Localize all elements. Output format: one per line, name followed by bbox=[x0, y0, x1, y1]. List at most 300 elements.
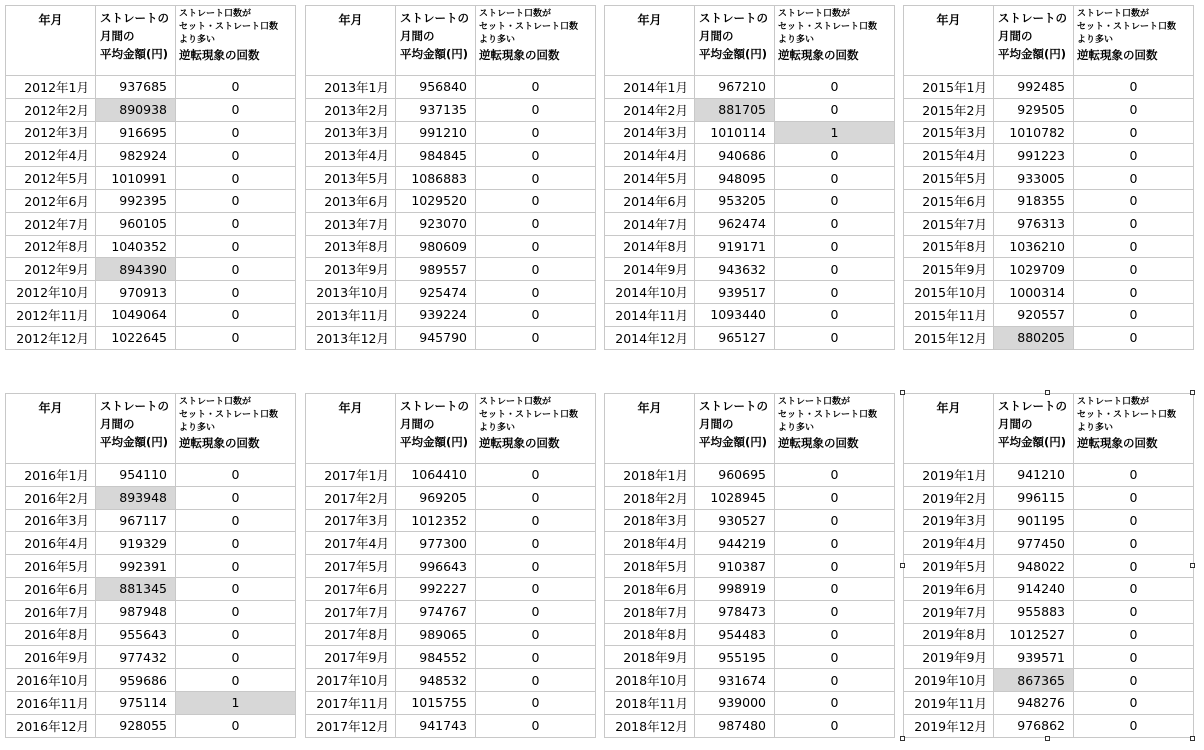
avg-amount-cell[interactable]: 945790 bbox=[396, 326, 476, 349]
avg-amount-cell[interactable]: 980609 bbox=[396, 235, 476, 258]
month-cell[interactable]: 2018年11月 bbox=[605, 691, 695, 714]
month-cell[interactable]: 2019年7月 bbox=[904, 600, 994, 623]
reversal-count-cell[interactable]: 0 bbox=[1074, 623, 1194, 646]
reversal-count-cell[interactable]: 0 bbox=[476, 464, 596, 487]
avg-amount-cell[interactable]: 1012527 bbox=[994, 623, 1074, 646]
month-cell[interactable]: 2016年8月 bbox=[6, 623, 96, 646]
month-cell[interactable]: 2013年3月 bbox=[306, 121, 396, 144]
month-cell[interactable]: 2019年6月 bbox=[904, 577, 994, 600]
avg-amount-cell[interactable]: 1012352 bbox=[396, 509, 476, 532]
month-cell[interactable]: 2016年9月 bbox=[6, 646, 96, 669]
reversal-count-cell[interactable]: 0 bbox=[476, 691, 596, 714]
month-cell[interactable]: 2018年7月 bbox=[605, 600, 695, 623]
reversal-count-cell[interactable]: 0 bbox=[775, 714, 895, 737]
avg-amount-cell[interactable]: 944219 bbox=[695, 532, 775, 555]
reversal-count-cell[interactable]: 0 bbox=[775, 509, 895, 532]
month-cell[interactable]: 2013年7月 bbox=[306, 212, 396, 235]
header-reversal-count[interactable] bbox=[476, 394, 596, 464]
reversal-count-cell[interactable]: 0 bbox=[775, 691, 895, 714]
avg-amount-cell[interactable]: 937135 bbox=[396, 98, 476, 121]
reversal-count-cell[interactable]: 0 bbox=[775, 600, 895, 623]
month-cell[interactable]: 2016年7月 bbox=[6, 600, 96, 623]
avg-amount-cell[interactable]: 956840 bbox=[396, 76, 476, 99]
reversal-count-cell[interactable]: 0 bbox=[476, 669, 596, 692]
reversal-count-cell[interactable]: 0 bbox=[775, 646, 895, 669]
reversal-count-cell[interactable]: 0 bbox=[1074, 76, 1194, 99]
avg-amount-cell[interactable]: 931674 bbox=[695, 669, 775, 692]
header-reversal-count[interactable] bbox=[775, 6, 895, 76]
month-cell[interactable]: 2015年7月 bbox=[904, 212, 994, 235]
avg-amount-cell[interactable]: 919329 bbox=[96, 532, 176, 555]
avg-amount-cell[interactable]: 914240 bbox=[994, 577, 1074, 600]
avg-amount-cell[interactable]: 867365 bbox=[994, 669, 1074, 692]
avg-amount-cell[interactable]: 1029709 bbox=[994, 258, 1074, 281]
reversal-count-cell[interactable]: 0 bbox=[775, 98, 895, 121]
avg-amount-cell[interactable]: 933005 bbox=[994, 167, 1074, 190]
avg-amount-cell[interactable]: 996115 bbox=[994, 486, 1074, 509]
avg-amount-cell[interactable]: 948095 bbox=[695, 167, 775, 190]
avg-amount-cell[interactable]: 920557 bbox=[994, 303, 1074, 326]
reversal-count-cell[interactable]: 0 bbox=[1074, 509, 1194, 532]
avg-amount-cell[interactable]: 893948 bbox=[96, 486, 176, 509]
avg-amount-cell[interactable]: 880205 bbox=[994, 326, 1074, 349]
month-cell[interactable]: 2015年4月 bbox=[904, 144, 994, 167]
avg-amount-cell[interactable]: 987948 bbox=[96, 600, 176, 623]
reversal-count-cell[interactable]: 0 bbox=[476, 121, 596, 144]
month-cell[interactable]: 2013年4月 bbox=[306, 144, 396, 167]
avg-amount-cell[interactable]: 954110 bbox=[96, 464, 176, 487]
avg-amount-cell[interactable]: 1049064 bbox=[96, 303, 176, 326]
avg-amount-cell[interactable]: 991210 bbox=[396, 121, 476, 144]
reversal-count-cell[interactable]: 0 bbox=[176, 121, 296, 144]
reversal-count-cell[interactable]: 0 bbox=[476, 532, 596, 555]
reversal-count-cell[interactable]: 0 bbox=[176, 532, 296, 555]
reversal-count-cell[interactable]: 1 bbox=[176, 691, 296, 714]
avg-amount-cell[interactable]: 953205 bbox=[695, 189, 775, 212]
avg-amount-cell[interactable]: 989557 bbox=[396, 258, 476, 281]
reversal-count-cell[interactable]: 0 bbox=[1074, 464, 1194, 487]
month-cell[interactable]: 2017年7月 bbox=[306, 600, 396, 623]
month-cell[interactable]: 2016年6月 bbox=[6, 577, 96, 600]
reversal-count-cell[interactable]: 0 bbox=[1074, 189, 1194, 212]
selection-handle[interactable] bbox=[1045, 736, 1050, 741]
month-cell[interactable]: 2016年2月 bbox=[6, 486, 96, 509]
reversal-count-cell[interactable]: 0 bbox=[176, 167, 296, 190]
reversal-count-cell[interactable]: 0 bbox=[775, 258, 895, 281]
reversal-count-cell[interactable]: 0 bbox=[775, 532, 895, 555]
avg-amount-cell[interactable]: 992391 bbox=[96, 555, 176, 578]
reversal-count-cell[interactable]: 0 bbox=[1074, 669, 1194, 692]
reversal-count-cell[interactable]: 0 bbox=[775, 555, 895, 578]
reversal-count-cell[interactable]: 0 bbox=[476, 714, 596, 737]
month-cell[interactable]: 2015年11月 bbox=[904, 303, 994, 326]
reversal-count-cell[interactable]: 0 bbox=[1074, 532, 1194, 555]
reversal-count-cell[interactable]: 0 bbox=[176, 623, 296, 646]
month-cell[interactable]: 2019年12月 bbox=[904, 714, 994, 737]
avg-amount-cell[interactable]: 974767 bbox=[396, 600, 476, 623]
avg-amount-cell[interactable]: 890938 bbox=[96, 98, 176, 121]
header-month[interactable]: 年月 bbox=[6, 394, 96, 464]
avg-amount-cell[interactable]: 1000314 bbox=[994, 281, 1074, 304]
avg-amount-cell[interactable]: 989065 bbox=[396, 623, 476, 646]
month-cell[interactable]: 2018年6月 bbox=[605, 577, 695, 600]
month-cell[interactable]: 2017年4月 bbox=[306, 532, 396, 555]
selection-handle[interactable] bbox=[900, 736, 905, 741]
reversal-count-cell[interactable]: 0 bbox=[775, 623, 895, 646]
reversal-count-cell[interactable]: 0 bbox=[476, 76, 596, 99]
selection-handle[interactable] bbox=[1190, 736, 1195, 741]
reversal-count-cell[interactable]: 0 bbox=[476, 555, 596, 578]
avg-amount-cell[interactable]: 1010114 bbox=[695, 121, 775, 144]
month-cell[interactable]: 2018年8月 bbox=[605, 623, 695, 646]
reversal-count-cell[interactable]: 0 bbox=[1074, 691, 1194, 714]
month-cell[interactable]: 2019年9月 bbox=[904, 646, 994, 669]
avg-amount-cell[interactable]: 937685 bbox=[96, 76, 176, 99]
reversal-count-cell[interactable]: 0 bbox=[1074, 577, 1194, 600]
month-cell[interactable]: 2018年4月 bbox=[605, 532, 695, 555]
reversal-count-cell[interactable]: 0 bbox=[476, 303, 596, 326]
avg-amount-cell[interactable]: 881705 bbox=[695, 98, 775, 121]
reversal-count-cell[interactable]: 0 bbox=[176, 577, 296, 600]
avg-amount-cell[interactable]: 939224 bbox=[396, 303, 476, 326]
reversal-count-cell[interactable]: 0 bbox=[775, 464, 895, 487]
reversal-count-cell[interactable]: 0 bbox=[176, 669, 296, 692]
header-month[interactable]: 年月 bbox=[904, 6, 994, 76]
reversal-count-cell[interactable]: 0 bbox=[775, 577, 895, 600]
month-cell[interactable]: 2014年4月 bbox=[605, 144, 695, 167]
reversal-count-cell[interactable]: 0 bbox=[176, 235, 296, 258]
reversal-count-cell[interactable]: 0 bbox=[775, 486, 895, 509]
month-cell[interactable]: 2014年10月 bbox=[605, 281, 695, 304]
avg-amount-cell[interactable]: 959686 bbox=[96, 669, 176, 692]
month-cell[interactable]: 2017年3月 bbox=[306, 509, 396, 532]
avg-amount-cell[interactable]: 1040352 bbox=[96, 235, 176, 258]
avg-amount-cell[interactable]: 984552 bbox=[396, 646, 476, 669]
avg-amount-cell[interactable]: 939517 bbox=[695, 281, 775, 304]
reversal-count-cell[interactable]: 0 bbox=[176, 326, 296, 349]
avg-amount-cell[interactable]: 923070 bbox=[396, 212, 476, 235]
reversal-count-cell[interactable]: 0 bbox=[176, 714, 296, 737]
header-reversal-count[interactable] bbox=[1074, 394, 1194, 464]
selection-handle[interactable] bbox=[900, 390, 905, 395]
month-cell[interactable]: 2017年12月 bbox=[306, 714, 396, 737]
month-cell[interactable]: 2014年12月 bbox=[605, 326, 695, 349]
header-reversal-count[interactable] bbox=[176, 394, 296, 464]
avg-amount-cell[interactable]: 1015755 bbox=[396, 691, 476, 714]
month-cell[interactable]: 2017年11月 bbox=[306, 691, 396, 714]
avg-amount-cell[interactable]: 976313 bbox=[994, 212, 1074, 235]
header-avg-amount[interactable] bbox=[695, 6, 775, 76]
reversal-count-cell[interactable]: 0 bbox=[176, 144, 296, 167]
avg-amount-cell[interactable]: 901195 bbox=[994, 509, 1074, 532]
month-cell[interactable]: 2015年6月 bbox=[904, 189, 994, 212]
month-cell[interactable]: 2017年9月 bbox=[306, 646, 396, 669]
reversal-count-cell[interactable]: 0 bbox=[775, 281, 895, 304]
avg-amount-cell[interactable]: 1064410 bbox=[396, 464, 476, 487]
reversal-count-cell[interactable]: 0 bbox=[476, 167, 596, 190]
avg-amount-cell[interactable]: 1029520 bbox=[396, 189, 476, 212]
reversal-count-cell[interactable]: 0 bbox=[176, 189, 296, 212]
month-cell[interactable]: 2012年4月 bbox=[6, 144, 96, 167]
reversal-count-cell[interactable]: 0 bbox=[476, 281, 596, 304]
reversal-count-cell[interactable]: 0 bbox=[476, 509, 596, 532]
month-cell[interactable]: 2019年5月 bbox=[904, 555, 994, 578]
reversal-count-cell[interactable]: 0 bbox=[176, 464, 296, 487]
month-cell[interactable]: 2012年2月 bbox=[6, 98, 96, 121]
reversal-count-cell[interactable]: 0 bbox=[1074, 555, 1194, 578]
avg-amount-cell[interactable]: 1086883 bbox=[396, 167, 476, 190]
reversal-count-cell[interactable]: 1 bbox=[775, 121, 895, 144]
avg-amount-cell[interactable]: 977450 bbox=[994, 532, 1074, 555]
avg-amount-cell[interactable]: 1028945 bbox=[695, 486, 775, 509]
month-cell[interactable]: 2013年12月 bbox=[306, 326, 396, 349]
avg-amount-cell[interactable]: 992395 bbox=[96, 189, 176, 212]
reversal-count-cell[interactable]: 0 bbox=[476, 486, 596, 509]
month-cell[interactable]: 2012年3月 bbox=[6, 121, 96, 144]
reversal-count-cell[interactable]: 0 bbox=[176, 600, 296, 623]
avg-amount-cell[interactable]: 998919 bbox=[695, 577, 775, 600]
reversal-count-cell[interactable]: 0 bbox=[1074, 212, 1194, 235]
avg-amount-cell[interactable]: 960105 bbox=[96, 212, 176, 235]
reversal-count-cell[interactable]: 0 bbox=[176, 98, 296, 121]
avg-amount-cell[interactable]: 1010991 bbox=[96, 167, 176, 190]
reversal-count-cell[interactable]: 0 bbox=[476, 577, 596, 600]
month-cell[interactable]: 2012年6月 bbox=[6, 189, 96, 212]
month-cell[interactable]: 2017年10月 bbox=[306, 669, 396, 692]
reversal-count-cell[interactable]: 0 bbox=[1074, 600, 1194, 623]
reversal-count-cell[interactable]: 0 bbox=[775, 669, 895, 692]
reversal-count-cell[interactable]: 0 bbox=[476, 326, 596, 349]
header-month[interactable]: 年月 bbox=[605, 394, 695, 464]
month-cell[interactable]: 2013年8月 bbox=[306, 235, 396, 258]
month-cell[interactable]: 2018年3月 bbox=[605, 509, 695, 532]
avg-amount-cell[interactable]: 976862 bbox=[994, 714, 1074, 737]
reversal-count-cell[interactable]: 0 bbox=[176, 76, 296, 99]
month-cell[interactable]: 2012年12月 bbox=[6, 326, 96, 349]
header-avg-amount[interactable] bbox=[994, 394, 1074, 464]
avg-amount-cell[interactable]: 967117 bbox=[96, 509, 176, 532]
month-cell[interactable]: 2012年7月 bbox=[6, 212, 96, 235]
avg-amount-cell[interactable]: 969205 bbox=[396, 486, 476, 509]
month-cell[interactable]: 2016年3月 bbox=[6, 509, 96, 532]
month-cell[interactable]: 2014年5月 bbox=[605, 167, 695, 190]
avg-amount-cell[interactable]: 1093440 bbox=[695, 303, 775, 326]
month-cell[interactable]: 2014年7月 bbox=[605, 212, 695, 235]
reversal-count-cell[interactable]: 0 bbox=[476, 212, 596, 235]
avg-amount-cell[interactable]: 1010782 bbox=[994, 121, 1074, 144]
avg-amount-cell[interactable]: 948532 bbox=[396, 669, 476, 692]
month-cell[interactable]: 2013年5月 bbox=[306, 167, 396, 190]
month-cell[interactable]: 2013年9月 bbox=[306, 258, 396, 281]
month-cell[interactable]: 2019年2月 bbox=[904, 486, 994, 509]
month-cell[interactable]: 2014年3月 bbox=[605, 121, 695, 144]
selection-handle[interactable] bbox=[900, 563, 905, 568]
header-month[interactable]: 年月 bbox=[6, 6, 96, 76]
reversal-count-cell[interactable]: 0 bbox=[1074, 646, 1194, 669]
month-cell[interactable]: 2018年10月 bbox=[605, 669, 695, 692]
selection-handle[interactable] bbox=[1045, 390, 1050, 395]
month-cell[interactable]: 2016年1月 bbox=[6, 464, 96, 487]
reversal-count-cell[interactable]: 0 bbox=[176, 258, 296, 281]
month-cell[interactable]: 2014年9月 bbox=[605, 258, 695, 281]
month-cell[interactable]: 2012年10月 bbox=[6, 281, 96, 304]
reversal-count-cell[interactable]: 0 bbox=[1074, 714, 1194, 737]
avg-amount-cell[interactable]: 984845 bbox=[396, 144, 476, 167]
avg-amount-cell[interactable]: 941210 bbox=[994, 464, 1074, 487]
reversal-count-cell[interactable]: 0 bbox=[176, 281, 296, 304]
month-cell[interactable]: 2015年8月 bbox=[904, 235, 994, 258]
header-reversal-count[interactable] bbox=[775, 394, 895, 464]
month-cell[interactable]: 2015年10月 bbox=[904, 281, 994, 304]
avg-amount-cell[interactable]: 916695 bbox=[96, 121, 176, 144]
month-cell[interactable]: 2012年1月 bbox=[6, 76, 96, 99]
avg-amount-cell[interactable]: 960695 bbox=[695, 464, 775, 487]
reversal-count-cell[interactable]: 0 bbox=[476, 623, 596, 646]
month-cell[interactable]: 2012年5月 bbox=[6, 167, 96, 190]
month-cell[interactable]: 2016年4月 bbox=[6, 532, 96, 555]
header-reversal-count[interactable] bbox=[176, 6, 296, 76]
month-cell[interactable]: 2015年3月 bbox=[904, 121, 994, 144]
month-cell[interactable]: 2012年9月 bbox=[6, 258, 96, 281]
avg-amount-cell[interactable]: 955883 bbox=[994, 600, 1074, 623]
reversal-count-cell[interactable]: 0 bbox=[1074, 326, 1194, 349]
month-cell[interactable]: 2015年9月 bbox=[904, 258, 994, 281]
reversal-count-cell[interactable]: 0 bbox=[476, 98, 596, 121]
avg-amount-cell[interactable]: 881345 bbox=[96, 577, 176, 600]
avg-amount-cell[interactable]: 939571 bbox=[994, 646, 1074, 669]
month-cell[interactable]: 2015年12月 bbox=[904, 326, 994, 349]
month-cell[interactable]: 2017年5月 bbox=[306, 555, 396, 578]
reversal-count-cell[interactable]: 0 bbox=[476, 235, 596, 258]
header-reversal-count[interactable] bbox=[1074, 6, 1194, 76]
reversal-count-cell[interactable]: 0 bbox=[176, 646, 296, 669]
reversal-count-cell[interactable]: 0 bbox=[476, 600, 596, 623]
month-cell[interactable]: 2019年3月 bbox=[904, 509, 994, 532]
month-cell[interactable]: 2012年11月 bbox=[6, 303, 96, 326]
month-cell[interactable]: 2014年8月 bbox=[605, 235, 695, 258]
header-month[interactable]: 年月 bbox=[306, 6, 396, 76]
month-cell[interactable]: 2015年1月 bbox=[904, 76, 994, 99]
avg-amount-cell[interactable]: 940686 bbox=[695, 144, 775, 167]
avg-amount-cell[interactable]: 967210 bbox=[695, 76, 775, 99]
avg-amount-cell[interactable]: 962474 bbox=[695, 212, 775, 235]
reversal-count-cell[interactable]: 0 bbox=[1074, 486, 1194, 509]
reversal-count-cell[interactable]: 0 bbox=[775, 303, 895, 326]
month-cell[interactable]: 2018年12月 bbox=[605, 714, 695, 737]
header-avg-amount[interactable] bbox=[396, 6, 476, 76]
month-cell[interactable]: 2013年11月 bbox=[306, 303, 396, 326]
avg-amount-cell[interactable]: 918355 bbox=[994, 189, 1074, 212]
avg-amount-cell[interactable]: 925474 bbox=[396, 281, 476, 304]
month-cell[interactable]: 2019年1月 bbox=[904, 464, 994, 487]
avg-amount-cell[interactable]: 919171 bbox=[695, 235, 775, 258]
month-cell[interactable]: 2013年10月 bbox=[306, 281, 396, 304]
header-reversal-count[interactable] bbox=[476, 6, 596, 76]
month-cell[interactable]: 2017年6月 bbox=[306, 577, 396, 600]
avg-amount-cell[interactable]: 910387 bbox=[695, 555, 775, 578]
reversal-count-cell[interactable]: 0 bbox=[1074, 258, 1194, 281]
header-avg-amount[interactable] bbox=[994, 6, 1074, 76]
reversal-count-cell[interactable]: 0 bbox=[775, 235, 895, 258]
header-avg-amount[interactable] bbox=[695, 394, 775, 464]
avg-amount-cell[interactable]: 996643 bbox=[396, 555, 476, 578]
avg-amount-cell[interactable]: 982924 bbox=[96, 144, 176, 167]
reversal-count-cell[interactable]: 0 bbox=[476, 646, 596, 669]
month-cell[interactable]: 2015年5月 bbox=[904, 167, 994, 190]
avg-amount-cell[interactable]: 977432 bbox=[96, 646, 176, 669]
month-cell[interactable]: 2014年1月 bbox=[605, 76, 695, 99]
header-avg-amount[interactable] bbox=[96, 6, 176, 76]
month-cell[interactable]: 2016年11月 bbox=[6, 691, 96, 714]
month-cell[interactable]: 2018年1月 bbox=[605, 464, 695, 487]
reversal-count-cell[interactable]: 0 bbox=[476, 144, 596, 167]
avg-amount-cell[interactable]: 970913 bbox=[96, 281, 176, 304]
avg-amount-cell[interactable]: 943632 bbox=[695, 258, 775, 281]
avg-amount-cell[interactable]: 929505 bbox=[994, 98, 1074, 121]
reversal-count-cell[interactable]: 0 bbox=[176, 212, 296, 235]
reversal-count-cell[interactable]: 0 bbox=[476, 189, 596, 212]
reversal-count-cell[interactable]: 0 bbox=[1074, 303, 1194, 326]
month-cell[interactable]: 2014年2月 bbox=[605, 98, 695, 121]
avg-amount-cell[interactable]: 1036210 bbox=[994, 235, 1074, 258]
avg-amount-cell[interactable]: 928055 bbox=[96, 714, 176, 737]
reversal-count-cell[interactable]: 0 bbox=[176, 509, 296, 532]
reversal-count-cell[interactable]: 0 bbox=[1074, 281, 1194, 304]
reversal-count-cell[interactable]: 0 bbox=[775, 326, 895, 349]
avg-amount-cell[interactable]: 975114 bbox=[96, 691, 176, 714]
month-cell[interactable]: 2014年11月 bbox=[605, 303, 695, 326]
avg-amount-cell[interactable]: 941743 bbox=[396, 714, 476, 737]
month-cell[interactable]: 2013年2月 bbox=[306, 98, 396, 121]
header-month[interactable]: 年月 bbox=[904, 394, 994, 464]
header-avg-amount[interactable] bbox=[396, 394, 476, 464]
month-cell[interactable]: 2019年11月 bbox=[904, 691, 994, 714]
reversal-count-cell[interactable]: 0 bbox=[775, 144, 895, 167]
avg-amount-cell[interactable]: 992485 bbox=[994, 76, 1074, 99]
month-cell[interactable]: 2019年8月 bbox=[904, 623, 994, 646]
avg-amount-cell[interactable]: 977300 bbox=[396, 532, 476, 555]
month-cell[interactable]: 2017年1月 bbox=[306, 464, 396, 487]
reversal-count-cell[interactable]: 0 bbox=[775, 189, 895, 212]
avg-amount-cell[interactable]: 948022 bbox=[994, 555, 1074, 578]
avg-amount-cell[interactable]: 965127 bbox=[695, 326, 775, 349]
month-cell[interactable]: 2017年8月 bbox=[306, 623, 396, 646]
header-month[interactable]: 年月 bbox=[605, 6, 695, 76]
avg-amount-cell[interactable]: 894390 bbox=[96, 258, 176, 281]
reversal-count-cell[interactable]: 0 bbox=[1074, 167, 1194, 190]
header-avg-amount[interactable] bbox=[96, 394, 176, 464]
reversal-count-cell[interactable]: 0 bbox=[476, 258, 596, 281]
reversal-count-cell[interactable]: 0 bbox=[775, 76, 895, 99]
selection-handle[interactable] bbox=[1190, 563, 1195, 568]
reversal-count-cell[interactable]: 0 bbox=[775, 167, 895, 190]
month-cell[interactable]: 2016年5月 bbox=[6, 555, 96, 578]
reversal-count-cell[interactable]: 0 bbox=[1074, 144, 1194, 167]
reversal-count-cell[interactable]: 0 bbox=[176, 303, 296, 326]
reversal-count-cell[interactable]: 0 bbox=[1074, 121, 1194, 144]
month-cell[interactable]: 2013年6月 bbox=[306, 189, 396, 212]
avg-amount-cell[interactable]: 978473 bbox=[695, 600, 775, 623]
selection-handle[interactable] bbox=[1190, 390, 1195, 395]
avg-amount-cell[interactable]: 955643 bbox=[96, 623, 176, 646]
month-cell[interactable]: 2014年6月 bbox=[605, 189, 695, 212]
reversal-count-cell[interactable]: 0 bbox=[1074, 235, 1194, 258]
avg-amount-cell[interactable]: 992227 bbox=[396, 577, 476, 600]
avg-amount-cell[interactable]: 1022645 bbox=[96, 326, 176, 349]
avg-amount-cell[interactable]: 991223 bbox=[994, 144, 1074, 167]
avg-amount-cell[interactable]: 955195 bbox=[695, 646, 775, 669]
month-cell[interactable]: 2013年1月 bbox=[306, 76, 396, 99]
